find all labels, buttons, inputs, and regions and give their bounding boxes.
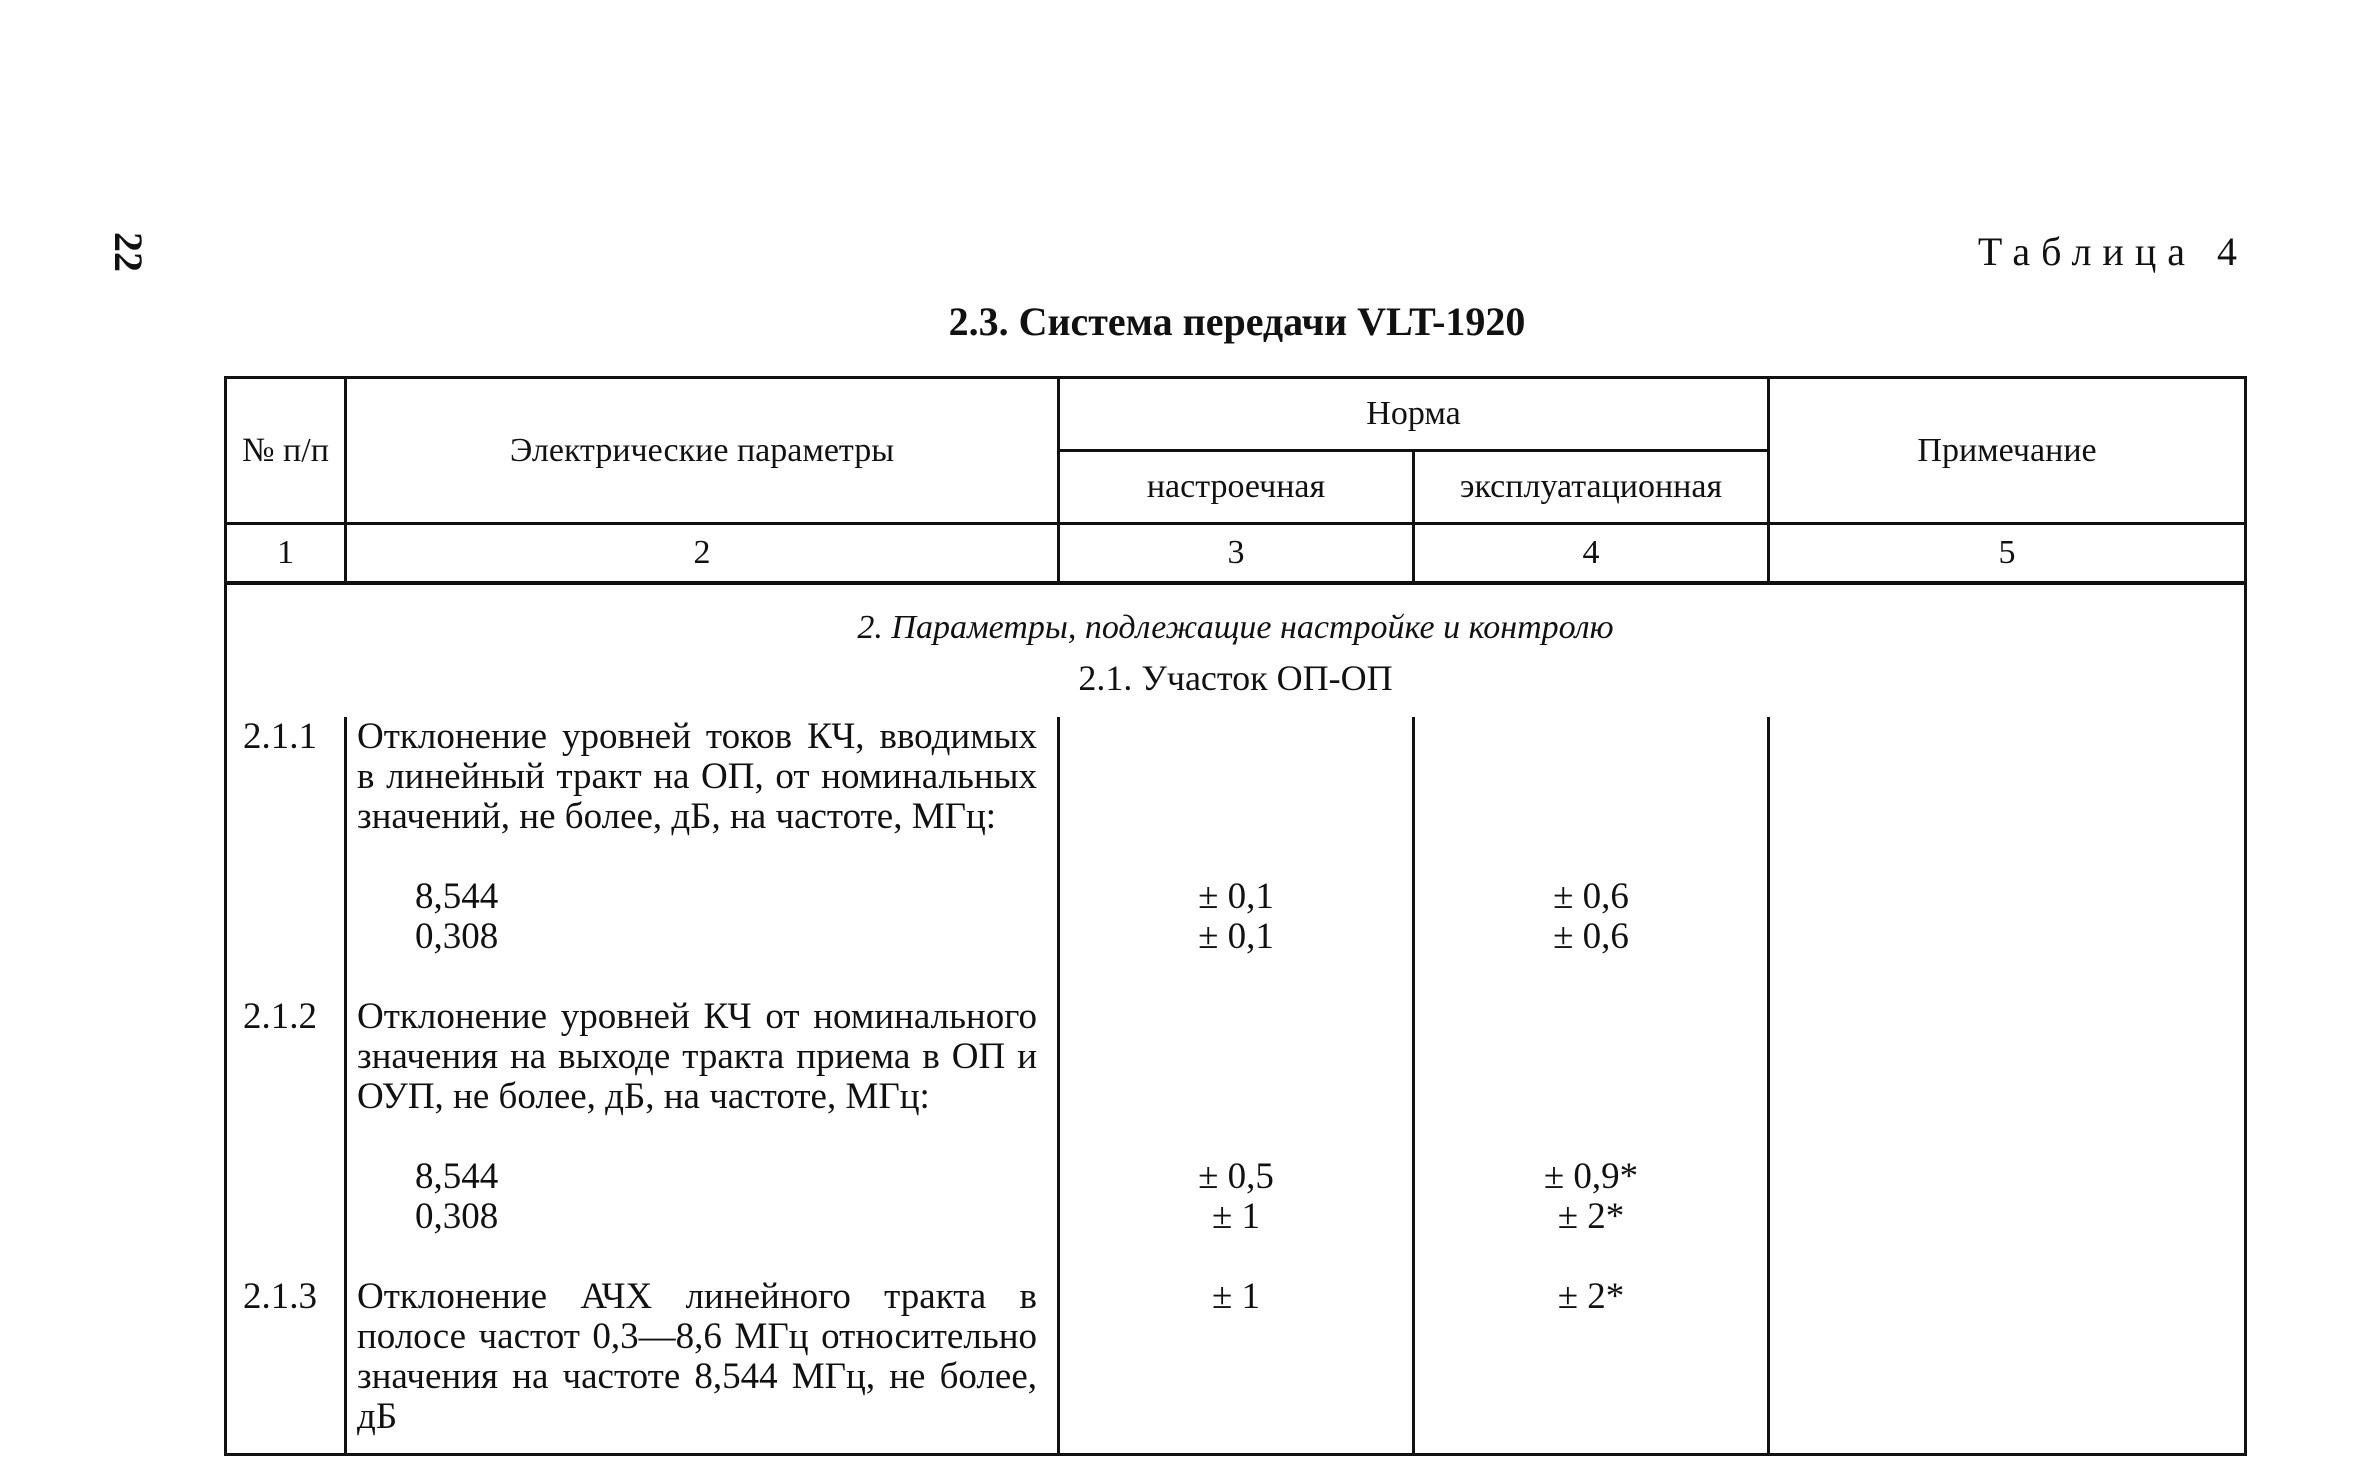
operational-value: ± 0,6 [1553, 916, 1629, 957]
page-number: 22 [106, 232, 151, 272]
setup-value: ± 1 [1211, 1276, 1261, 1317]
spacer [1415, 1037, 1767, 1077]
frequency-value: 8,544 [415, 1156, 499, 1197]
parameter-item [357, 997, 1037, 1237]
value-group [1415, 1277, 1767, 1317]
spacer [1415, 837, 1767, 877]
operational-value: ± 2* [1557, 1196, 1625, 1237]
value-group [1060, 997, 1412, 1237]
setup-values-cell [1059, 717, 1414, 1455]
setup-value: ± 0,1 [1198, 876, 1274, 917]
table-label: Таблица 4 [1977, 229, 2248, 274]
parameters-cell [346, 717, 1059, 1455]
column-number: 1 [226, 524, 346, 584]
value-group [1060, 717, 1412, 957]
value-group [1415, 717, 1767, 957]
column-number: 5 [1769, 524, 2246, 584]
header-setup: настроечная [1059, 451, 1414, 524]
parameter-item [357, 1277, 1037, 1437]
spacer [1415, 717, 1767, 757]
setup-value: ± 1 [1211, 1196, 1261, 1237]
parameter-item [357, 717, 1037, 957]
spacer [1060, 757, 1412, 797]
header-number: № п/п [226, 378, 346, 524]
header-note: Примечание [1769, 378, 2246, 524]
setup-value: ± 0,5 [1198, 1156, 1274, 1197]
spacer [1060, 837, 1412, 877]
header-operational: эксплуатационная [1414, 451, 1769, 524]
table-title: 2.3. Система передачи VLT-1920 [948, 299, 1526, 344]
section-title: 2. Параметры, подлежащие настройке и контролю [857, 609, 1614, 646]
spacer [1415, 797, 1767, 837]
spacer [1415, 1117, 1767, 1157]
parameter-text: Отклонение уровней КЧ от номинального значения на выходе тракта приема в ОП и ОУП, не более, дБ, на частоте, МГц: [357, 996, 1037, 1117]
parameter-text: Отклонение АЧХ линейного тракта в полосе частот 0,3—8,6 МГц относительно значения на частоте 8,544 МГц, не более, дБ [357, 1276, 1037, 1437]
setup-value: ± 0,1 [1198, 916, 1274, 957]
value-group [1060, 1277, 1412, 1317]
frequency-value: 0,308 [415, 1196, 499, 1237]
spacer [1060, 1037, 1412, 1077]
column-number: 2 [346, 524, 1059, 584]
row-numbers-cell [226, 717, 346, 1455]
column-number: 4 [1414, 524, 1769, 584]
spacer [1060, 1117, 1412, 1157]
row-number: 2.1.3 [243, 1276, 317, 1317]
spacer [1060, 717, 1412, 757]
operational-values-cell [1414, 717, 1769, 1455]
spacer [1060, 797, 1412, 837]
section-header [226, 583, 2246, 717]
operational-value: ± 0,9* [1543, 1156, 1639, 1197]
operational-value: ± 0,6 [1553, 876, 1629, 917]
column-number: 3 [1059, 524, 1414, 584]
spacer [1415, 757, 1767, 797]
row-number: 2.1.1 [243, 716, 317, 757]
spacer [1415, 997, 1767, 1037]
spacer [1415, 1077, 1767, 1117]
operational-value: ± 2* [1557, 1276, 1625, 1317]
header-norm: Норма [1059, 378, 1769, 451]
spacer [1060, 1077, 1412, 1117]
header-parameters: Электрические параметры [346, 378, 1059, 524]
spacer [1060, 997, 1412, 1037]
section-subtitle: 2.1. Участок ОП-ОП [1078, 658, 1393, 698]
parameters-table [224, 376, 2247, 1456]
note-cell [1769, 717, 2246, 1455]
frequency-value: 0,308 [415, 916, 499, 957]
row-number: 2.1.2 [243, 996, 317, 1037]
frequency-value: 8,544 [415, 876, 499, 917]
value-group [1415, 997, 1767, 1237]
parameter-text: Отклонение уровней токов КЧ, вводимых в линейный тракт на ОП, от номинальных значений, не более, дБ, на частоте, МГц: [357, 716, 1037, 837]
